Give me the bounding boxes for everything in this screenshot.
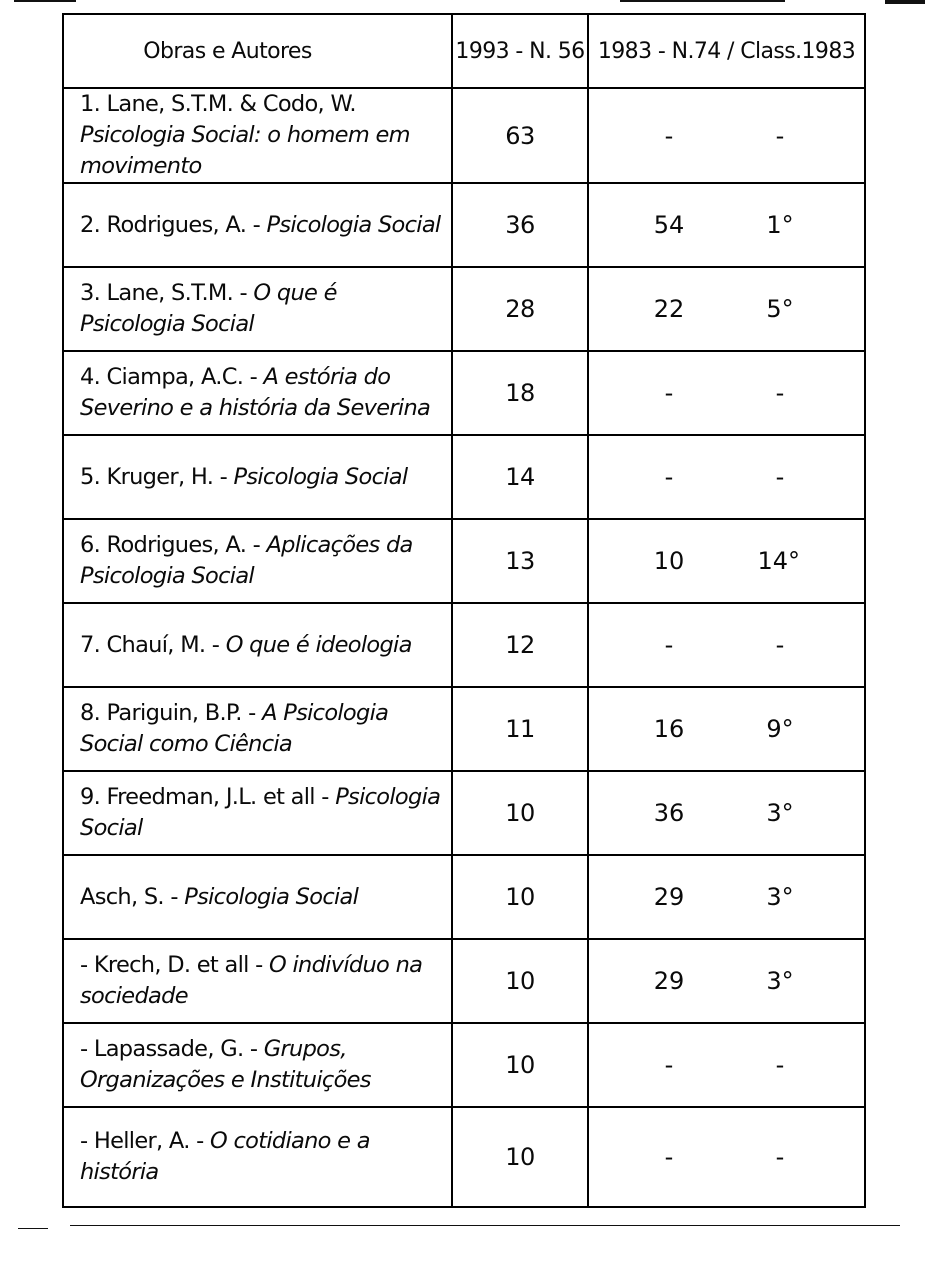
table-row [63,88,865,183]
class-1983-value: - [775,379,785,407]
count-1983-pair [589,547,864,575]
work-cell [63,519,452,603]
author-text: - Krech, D. et all - [80,952,263,978]
title-text: O que é ideologia [225,631,412,658]
count-1983-pair [589,631,864,659]
table-row [63,771,865,855]
count-1993-cell: 10 [452,1107,588,1207]
title-text: Psicologia Social: o homem em movimento [80,122,410,179]
count-1983-pair [589,463,864,491]
count-1993-cell: 10 [452,1023,588,1107]
author-text: 7. Chauí, M. - [80,631,220,658]
count-1983-value: 54 [653,211,685,239]
work-cell [63,1107,452,1207]
count-1983-value: 29 [653,967,685,995]
count-1983-cell [588,855,865,939]
work-cell [63,1023,452,1107]
count-1983-pair [589,715,864,743]
count-1983-pair [589,967,864,995]
count-1993-cell: 63 [452,88,588,183]
count-1983-value: 16 [653,715,685,743]
count-1983-pair [589,799,864,827]
count-1983-cell [588,267,865,351]
count-1983-value: 36 [653,799,685,827]
class-1983-value: 3° [766,799,794,827]
class-1983-value: 3° [766,883,794,911]
title-text: Psicologia Social [233,463,408,490]
scan-mark-top-left [14,0,76,2]
author-text: 4. Ciampa, A.C. - [80,364,258,390]
header-count-1993: 1993 - N. 56 [452,14,588,88]
table-row [63,603,865,687]
table-row [63,267,865,351]
count-1983-cell [588,1023,865,1107]
count-1983-value: 22 [653,295,685,323]
scan-mark-top-right [885,0,925,4]
work-cell [63,267,452,351]
table-row [63,519,865,603]
table-row [63,1107,865,1207]
class-1983-value: 14° [757,547,800,575]
count-1983-cell [588,351,865,435]
work-cell [63,939,452,1023]
title-text: Psicologia Social [184,883,359,910]
author-text: 5. Kruger, H. - [80,463,228,490]
author-text: 9. Freedman, J.L. et all - [80,784,329,810]
count-1983-cell [588,687,865,771]
title-text: O que é Psicologia Social [80,280,337,337]
class-1983-value: - [775,1051,785,1079]
count-1983-value: - [664,379,674,407]
count-1983-value: - [664,1051,674,1079]
author-text: 8. Pariguin, B.P. - [80,700,256,726]
count-1993-cell: 14 [452,435,588,519]
count-1983-pair [589,1051,864,1079]
count-1993-cell: 28 [452,267,588,351]
count-1993-cell: 10 [452,939,588,1023]
author-text: 1. Lane, S.T.M. & Codo, W. [80,91,356,117]
work-cell [63,603,452,687]
class-1983-value: - [775,463,785,491]
work-cell [63,855,452,939]
title-text: O cotidiano e a história [80,1128,370,1185]
title-text: Aplicações da Psicologia Social [80,532,413,589]
scan-mark-bottom-left [18,1228,48,1229]
count-1983-cell [588,88,865,183]
class-1983-value: 5° [766,295,794,323]
class-1983-value: 3° [766,967,794,995]
count-1983-cell [588,771,865,855]
count-1993-cell: 36 [452,183,588,267]
class-1983-value: 1° [766,211,794,239]
count-1983-pair [589,211,864,239]
count-1983-value: - [664,121,674,150]
title-text: Psicologia Social [80,784,441,841]
count-1983-pair [589,295,864,323]
work-cell [63,435,452,519]
count-1993-cell: 11 [452,687,588,771]
count-1983-cell [588,435,865,519]
count-1983-pair [589,122,864,150]
title-text: O indivíduo na sociedade [80,952,423,1009]
count-1993-cell: 12 [452,603,588,687]
count-1983-pair [589,883,864,911]
header-count-1983: 1983 - N.74 / Class.1983 [588,14,865,88]
author-text: Asch, S. - [80,883,178,910]
count-1993-cell: 13 [452,519,588,603]
table-row [63,183,865,267]
count-1983-cell [588,603,865,687]
count-1983-cell [588,519,865,603]
table-header-row [63,14,865,88]
count-1983-value: - [664,1143,674,1171]
title-text: Grupos, Organizações e Instituições [80,1036,371,1093]
count-1983-value: - [664,463,674,491]
count-1983-cell [588,939,865,1023]
count-1983-value: 29 [653,883,685,911]
class-1983-value: 9° [766,715,794,743]
count-1983-cell [588,1107,865,1207]
table-row [63,687,865,771]
table-row [63,1023,865,1107]
scan-mark-top-center [620,0,785,2]
count-1993-cell: 18 [452,351,588,435]
work-cell [63,351,452,435]
author-text: - Heller, A. - [80,1128,204,1154]
author-text: 6. Rodrigues, A. - [80,532,261,558]
count-1993-cell: 10 [452,771,588,855]
title-text: Psicologia Social [266,211,441,238]
count-1993-cell: 10 [452,855,588,939]
table-row [63,939,865,1023]
work-cell [63,183,452,267]
count-1983-value: - [664,631,674,659]
count-1983-value: 10 [653,547,685,575]
work-cell [63,88,452,183]
title-text: A estória do Severino e a história da Severina [80,364,431,421]
works-table-container [62,13,864,1208]
table-row [63,351,865,435]
class-1983-value: - [775,121,785,150]
work-cell [63,771,452,855]
class-1983-value: - [775,1143,785,1171]
table-row [63,855,865,939]
title-text: A Psicologia Social como Ciência [80,700,389,757]
works-table [62,13,866,1208]
count-1983-cell [588,183,865,267]
count-1983-pair [589,379,864,407]
table-body [63,88,865,1207]
author-text: - Lapassade, G. - [80,1036,258,1062]
header-works: Obras e Autores [63,14,452,88]
scan-mark-bottom [70,1225,900,1226]
table-row [63,435,865,519]
author-text: 2. Rodrigues, A. - [80,211,261,238]
count-1983-pair [589,1143,864,1171]
class-1983-value: - [775,631,785,659]
work-cell [63,687,452,771]
author-text: 3. Lane, S.T.M. - [80,280,247,306]
